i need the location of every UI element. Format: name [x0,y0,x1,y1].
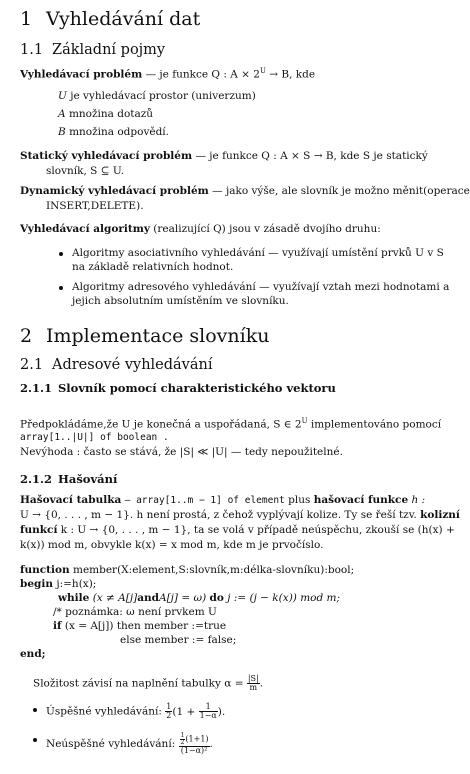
code-line-3 [58,592,340,604]
item-text: množina dotazů [68,108,154,120]
list-item [58,108,153,120]
p212-line3 [20,524,455,536]
term: Dynamický vyhledávací problém [20,185,209,197]
term: Hašovací tabulka [20,494,122,506]
code-line-2 [20,578,96,590]
code-line-6 [120,634,236,646]
text: Složitost závisí na naplnění tabulky α = [33,677,244,690]
text: implementováno pomocí [310,418,442,431]
term: funkcí [20,524,58,536]
section-title: Základní pojmy [52,42,166,58]
bullet-item [72,247,444,259]
keyword: and [137,592,159,604]
numerator: |S| [247,674,259,683]
list-item [58,90,256,102]
bullet-label: Úspěšné vyhledávání: [46,705,162,718]
denominator: m [249,683,258,692]
p212-line2 [20,509,460,521]
p212-line4 [20,539,323,551]
section-2-1-1-heading [20,381,336,395]
bullet-continuation [72,261,233,273]
term: Statický vyhledávací problém [20,150,193,162]
section-title: Vyhledávání dat [46,8,201,30]
code-text: j := (j − k(x)) mod m; [227,592,341,604]
section-2-1-2-heading [20,472,117,486]
keyword: do [209,592,224,604]
text: k : U → {0, . . . , m − 1}, ta se volá v případě neúspěchu, zkouší se (h(x) + [60,524,455,536]
dvp-continuation [46,200,144,212]
term: kolizní [420,509,460,521]
svp-continuation [46,165,124,177]
bullet-continuation [72,295,289,307]
keyword: end; [20,648,46,660]
section-1-1-heading [20,42,165,58]
keyword: while [58,592,90,604]
symbol: U [58,90,67,102]
text: Předpokládáme,že U je konečná a uspořádaná, S ∈ 2 [20,418,302,431]
definition: — je funkce Q : A × 2 [145,68,260,81]
bullet-text: Algoritmy asociativního vyhledávání — využívají umístění prvků U v S [72,247,444,259]
superscript: U [301,417,308,425]
section-2-heading [20,325,269,347]
definition-cont: INSERT,DELETE). [46,200,144,212]
code-text: (x = A[j]) then member :=true [64,620,227,632]
p212-line1 [20,494,425,506]
code-line-5 [53,620,226,632]
bullet-text: Algoritmy adresového vyhledávání — využívají vztah mezi hodnotami a [72,281,450,293]
symbol: A [58,108,66,120]
text: k(x)) mod m, obvykle k(x) = x mod m, kde m je prvočíslo. [20,539,324,551]
code-line-7 [20,648,46,660]
term: Vyhledávací algoritmy [20,223,150,235]
code-line-1 [20,564,354,576]
svp-definition [20,150,428,162]
formula-success: $\frac{1}{2}$ (1 + $\frac{1}{1-\alpha}$ ). [166,702,226,720]
section-2-1-heading [20,357,213,373]
keyword: function [20,564,70,576]
definition: — je funkce Q : A × S → B, kde S je statický [195,150,428,162]
text: U → {0, . . . , m − 1}. h není prostá, z čehož vyplývají kolize. Ty se řeší tzv. [20,509,417,521]
formula-failure: $\frac{1}{2}$ (1+1) (1−α)² . [180,732,213,755]
section-number: 1.1 [20,42,44,58]
code-text: else member := false; [120,634,237,646]
complexity-line: Složitost závisí na naplnění tabulky α = $\frac{|S|}{m}$ . [33,674,264,692]
term: Vyhledávací problém [20,68,143,81]
p211-line1 [20,417,441,431]
section-number: 1 [20,8,33,30]
vp-definition [20,67,315,81]
superscript: U [259,67,266,75]
bullet-item [72,281,449,293]
section-title: Slovník pomocí charakteristického vektoru [58,381,336,395]
code-comment: /* poznámka: ω není prvkem U [53,606,217,618]
definition-cont: → B, kde [269,68,316,81]
bullet-text: jejich absolutním umístěním ve slovníku. [72,295,289,307]
definition: (realizující Q) jsou v zásadě dvojího druhu: [153,223,381,235]
code-text: array[1..|U|] of boolean . [20,432,169,443]
definition-cont: slovník, S ⊆ U. [46,165,125,177]
section-title: Adresové vyhledávání [52,357,213,373]
code-text: member(X:element,S:slovník,m:délka-slovníku):bool; [73,564,355,576]
keyword: if [53,620,62,632]
bullet-text: na základě relativních hodnot. [72,261,234,273]
dvp-definition [20,185,470,197]
code-line-4 [53,606,217,618]
item-text: je vyhledávací prostor (univerzum) [70,90,256,102]
section-number: 2.1 [20,357,44,373]
code-text: A[j] = ω) [159,592,207,604]
fraction [247,675,260,692]
p211-line3 [20,446,343,458]
symbol: B [58,126,66,138]
va-paragraph [20,223,381,235]
keyword: begin [20,578,53,590]
section-number: 2.1.2 [20,472,53,486]
section-1-heading [20,8,200,30]
bullet-label: Neúspěšné vyhledávání: [46,738,176,750]
code-text: j:=h(x); [56,578,97,590]
section-title: Implementace slovníku [46,325,270,347]
p211-code [20,432,169,443]
symbol: h : [411,494,426,506]
text: plus [288,494,311,506]
section-number: 2.1.1 [20,381,53,395]
code-text: (x ≠ A[j] [92,592,138,604]
item-text: množina odpovědí. [69,126,170,138]
section-title: Hašování [58,472,118,486]
list-item [58,126,169,138]
bullet-item [46,733,213,755]
definition: — jako výše, ale slovník je možno měnit(operace [212,185,470,197]
code-text: — array[1..m − 1] of element [124,495,285,506]
section-number: 2 [20,325,33,347]
term: hašovací funkce [313,494,409,506]
text: Nevýhoda : často se stává, že |S| ≪ |U| — tedy nepoužitelné. [20,446,343,458]
bullet-item [46,703,225,720]
